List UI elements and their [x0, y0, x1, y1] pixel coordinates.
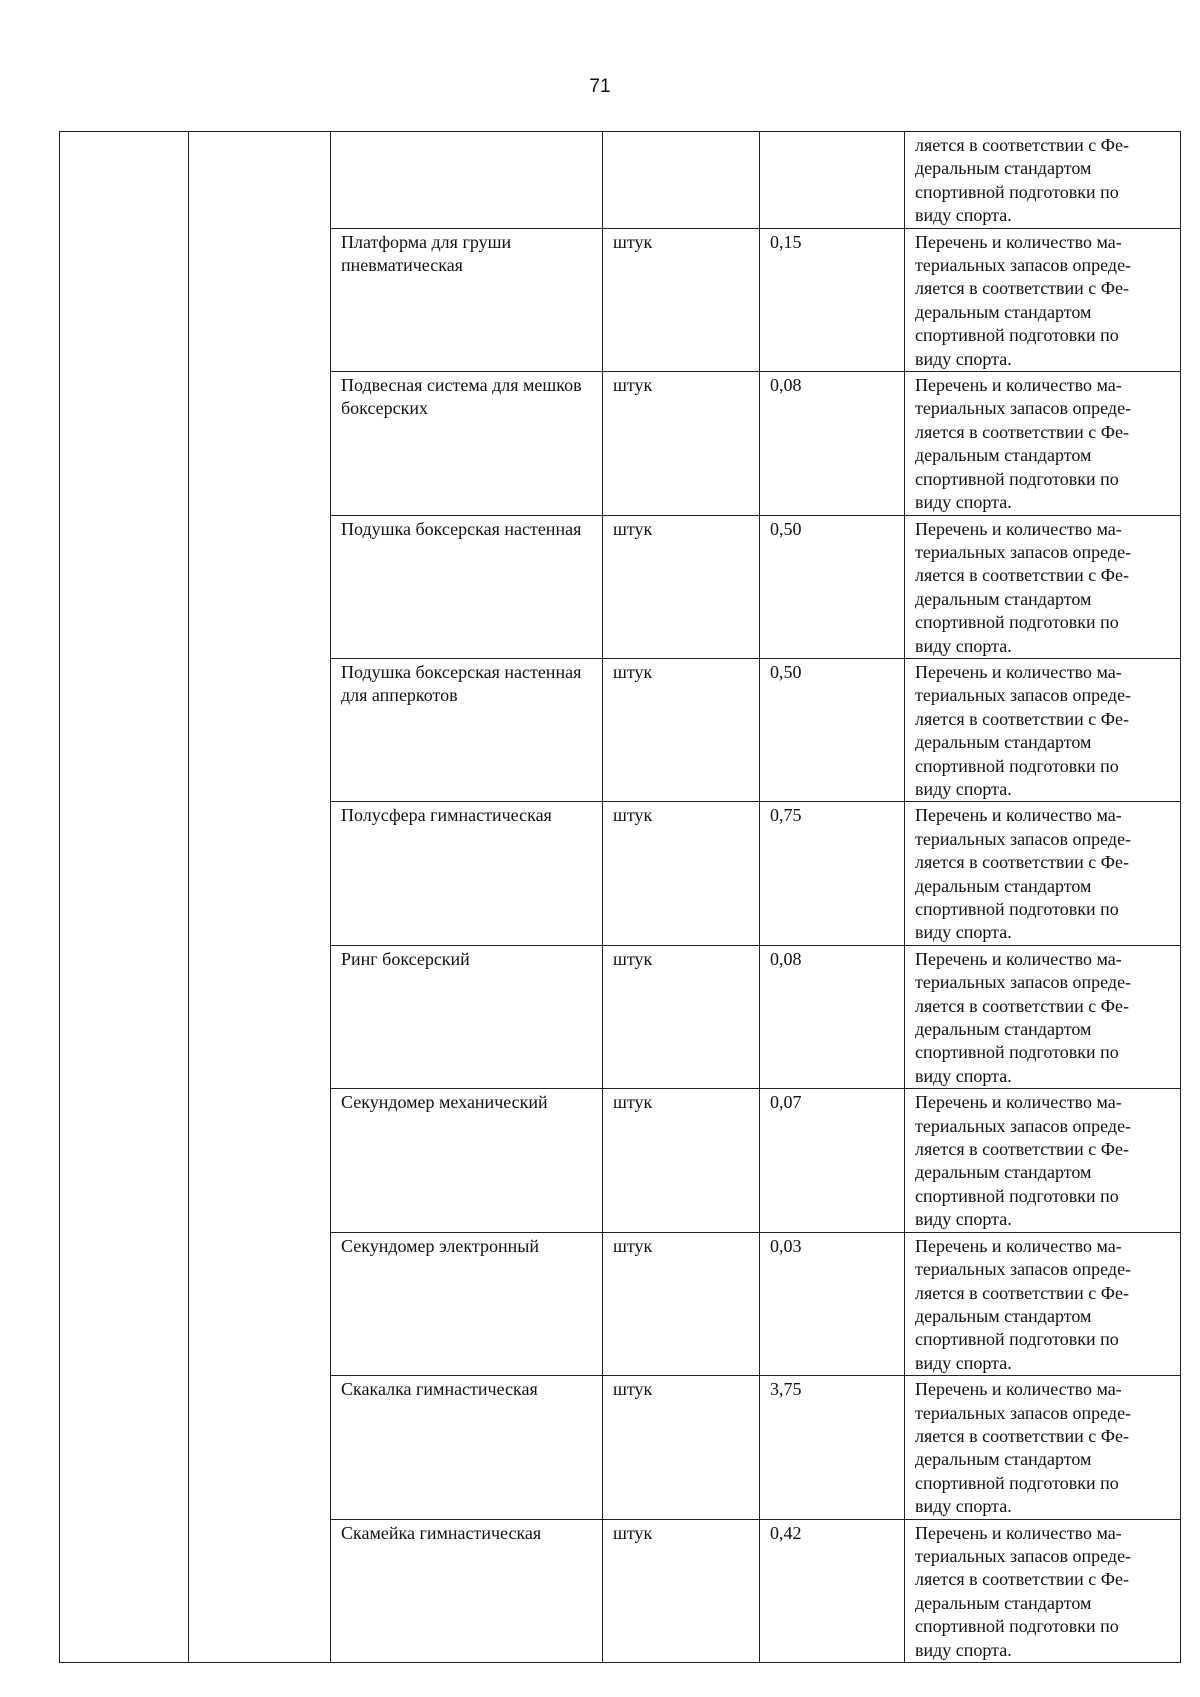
quantity-cell: 3,75 [760, 1376, 905, 1519]
item-name-cell: Подвесная система для мешков боксерских [331, 372, 603, 515]
page-number: 71 [589, 76, 611, 97]
note-cell: Перечень и количество ма- териальных запасов опреде- ляется в соответствии с Фе- деральным стандартом спортивной подготовки по виду спорта. [905, 1089, 1181, 1232]
unit-cell: штук [603, 945, 760, 1088]
unit-cell: штук [603, 1089, 760, 1232]
note-cell: Перечень и количество ма- териальных запасов опреде- ляется в соответствии с Фе- деральным стандартом спортивной подготовки по виду спорта. [905, 1519, 1181, 1662]
unit-cell: штук [603, 1376, 760, 1519]
note-cell: Перечень и количество ма- териальных запасов опреде- ляется в соответствии с Фе- деральным стандартом спортивной подготовки по виду спорта. [905, 515, 1181, 658]
unit-cell: штук [603, 372, 760, 515]
quantity-cell: 0,50 [760, 515, 905, 658]
note-cell: Перечень и количество ма- териальных запасов опреде- ляется в соответствии с Фе- деральным стандартом спортивной подготовки по виду спорта. [905, 1376, 1181, 1519]
item-name-cell: Полусфера гимнастическая [331, 802, 603, 945]
item-name-cell [331, 132, 603, 229]
quantity-cell: 0,03 [760, 1232, 905, 1375]
item-name-cell: Ринг боксерский [331, 945, 603, 1088]
merged-cell-col2 [189, 132, 331, 1663]
unit-cell: штук [603, 658, 760, 801]
unit-cell: штук [603, 228, 760, 371]
quantity-cell [760, 132, 905, 229]
item-name-cell: Секундомер электронный [331, 1232, 603, 1375]
unit-cell: штук [603, 1519, 760, 1662]
item-name-cell: Платформа для груши пневматическая [331, 228, 603, 371]
quantity-cell: 0,42 [760, 1519, 905, 1662]
merged-cell-col1 [60, 132, 189, 1663]
equipment-table [59, 131, 1181, 1663]
unit-cell: штук [603, 802, 760, 945]
note-cell: Перечень и количество ма- териальных запасов опреде- ляется в соответствии с Фе- деральным стандартом спортивной подготовки по виду спорта. [905, 945, 1181, 1088]
note-cell: Перечень и количество ма- териальных запасов опреде- ляется в соответствии с Фе- деральным стандартом спортивной подготовки по виду спорта. [905, 658, 1181, 801]
unit-cell: штук [603, 1232, 760, 1375]
unit-cell [603, 132, 760, 229]
note-cell: Перечень и количество ма- териальных запасов опреде- ляется в соответствии с Фе- деральным стандартом спортивной подготовки по виду спорта. [905, 228, 1181, 371]
note-cell: ляется в соответствии с Фе- деральным стандартом спортивной подготовки по виду спорта. [905, 132, 1181, 229]
unit-cell: штук [603, 515, 760, 658]
quantity-cell: 0,08 [760, 372, 905, 515]
item-name-cell: Скамейка гимнастическая [331, 1519, 603, 1662]
note-cell: Перечень и количество ма- териальных запасов опреде- ляется в соответствии с Фе- деральным стандартом спортивной подготовки по виду спорта. [905, 802, 1181, 945]
item-name-cell: Подушка боксерская настенная для апперкотов [331, 658, 603, 801]
quantity-cell: 0,07 [760, 1089, 905, 1232]
quantity-cell: 0,50 [760, 658, 905, 801]
table-row [60, 132, 1181, 229]
quantity-cell: 0,08 [760, 945, 905, 1088]
quantity-cell: 0,15 [760, 228, 905, 371]
note-cell: Перечень и количество ма- териальных запасов опреде- ляется в соответствии с Фе- деральным стандартом спортивной подготовки по виду спорта. [905, 1232, 1181, 1375]
item-name-cell: Скакалка гимнастическая [331, 1376, 603, 1519]
item-name-cell: Подушка боксерская настенная [331, 515, 603, 658]
note-cell: Перечень и количество ма- териальных запасов опреде- ляется в соответствии с Фе- деральным стандартом спортивной подготовки по виду спорта. [905, 372, 1181, 515]
item-name-cell: Секундомер механический [331, 1089, 603, 1232]
quantity-cell: 0,75 [760, 802, 905, 945]
